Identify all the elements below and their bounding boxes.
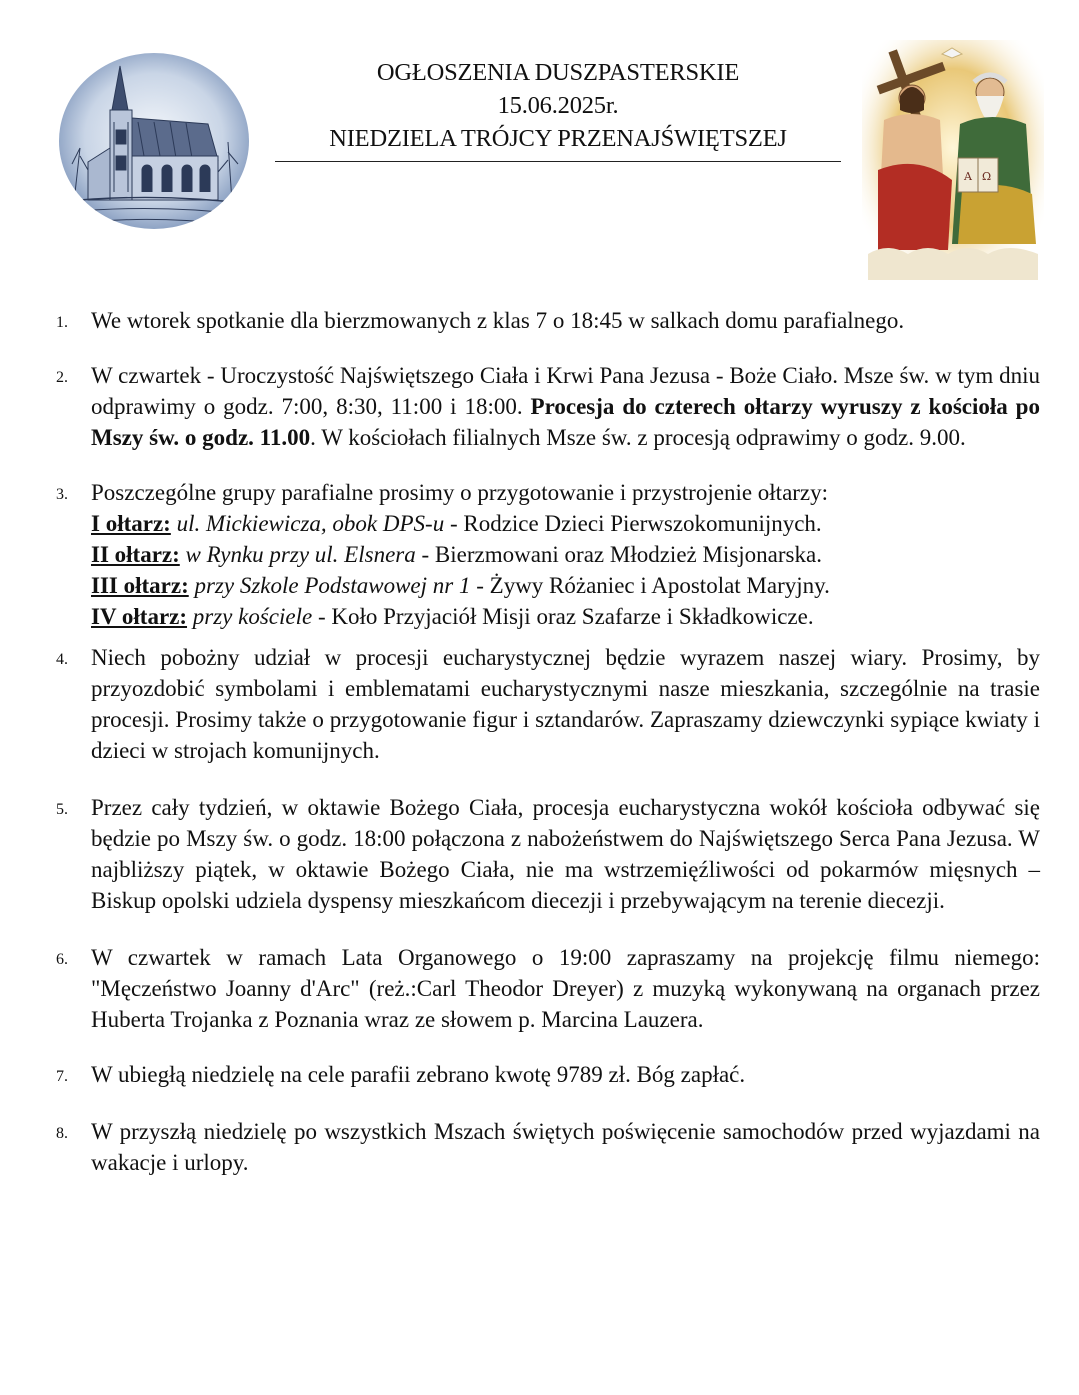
altar-label: III ołtarz: [91, 573, 189, 598]
item-number: 6. [56, 951, 68, 968]
altar-line [91, 508, 1040, 539]
item-text: W przyszłą niedzielę po wszystkich Mszach świętych poświęcenie samochodów przed wyjazdami na wakacje i urlopy. [91, 1119, 1040, 1175]
item-number: 4. [56, 651, 68, 668]
altar-label: II ołtarz: [91, 542, 180, 567]
item-number: 1. [56, 314, 68, 331]
altar-line [91, 601, 1040, 632]
altar-groups: - Bierzmowani oraz Młodzież Misjonarska. [415, 542, 822, 567]
item-number: 2. [56, 369, 68, 386]
altar-line [91, 539, 1040, 570]
holy-trinity-image [862, 40, 1044, 280]
announcement-item [50, 477, 1040, 632]
announcement-item [50, 1059, 1040, 1090]
altar-label: I ołtarz: [91, 511, 171, 536]
item-text: We wtorek spotkanie dla bierzmowanych z klas 7 o 18:45 w salkach domu parafialnego. [91, 308, 905, 333]
altar-location: w Rynku przy ul. Elsnera [185, 542, 416, 567]
header-title: OGŁOSZENIA DUSZPASTERSKIE [376, 59, 740, 86]
altar-groups: - Koło Przyjaciół Misji oraz Szafarze i Składkowicze. [312, 604, 814, 629]
item-text: W czwartek w ramach Lata Organowego o 19:00 zapraszamy na projekcję filmu niemego: "Męczeństwo Joanny d'Arc" (reż.:Carl Theodor Dreyer) z muzyką wykonywaną na organach przez Huberta Trojanka z Poznania wraz ze słowem p. Marcina Lauzera. [91, 945, 1040, 1032]
announcement-item [50, 792, 1040, 916]
header-subtitle: NIEDZIELA TRÓJCY PRZENAJŚWIĘTSZEJ [329, 125, 787, 152]
altar-location: przy Szkole Podstawowej nr 1 [194, 573, 471, 598]
svg-text:A: A [964, 170, 972, 183]
item-number: 8. [56, 1125, 68, 1142]
announcement-item [50, 305, 1040, 336]
svg-text:Ω: Ω [982, 170, 992, 183]
header-divider [275, 161, 841, 162]
altar-groups: - Żywy Różaniec i Apostolat Maryjny. [470, 573, 830, 598]
item-text: Przez cały tydzień, w oktawie Bożego Ciała, procesja eucharystyczna wokół kościoła odbywać się będzie po Mszy św. o godz. 18:00 połączona z nabożeństwem do Najświętszego Serca Pana Jezusa. W najbliższy piątek, w oktawie Bożego Ciała, nie ma wstrzemięźliwości od pokarmów mięsnych – Biskup opolski udziela dyspensy mieszkańcom diecezji i przebywającym na terenie diecezji. [91, 795, 1040, 913]
altar-line [91, 570, 1040, 601]
announcement-item [50, 1116, 1040, 1178]
item-text: W ubiegłą niedzielę na cele parafii zebrano kwotę 9789 zł. Bóg zapłać. [91, 1062, 746, 1087]
announcement-item [50, 642, 1040, 766]
altar-label: IV ołtarz: [91, 604, 188, 629]
altar-location: ul. Mickiewicza, obok DPS-u [176, 511, 445, 536]
item-number: 5. [56, 801, 68, 818]
church-drawing-image [58, 52, 250, 230]
announcements-list [50, 305, 1040, 1178]
item-intro: Poszczególne grupy parafialne prosimy o przygotowanie i przystrojenie ołtarzy: [91, 480, 829, 505]
procession-highlight: Procesja do czterech ołtarzy wyruszy z kościoła po Mszy św. o godz. 11.00 [91, 394, 1040, 450]
item-number: 7. [56, 1068, 68, 1085]
announcement-item [50, 360, 1040, 453]
header-date: 15.06.2025r. [497, 92, 619, 119]
item-text-continued: . W kościołach filialnych Msze św. z procesją odprawimy o godz. 9.00. [310, 425, 966, 450]
item-number: 3. [56, 486, 68, 503]
altar-groups: - Rodzice Dzieci Pierwszokomunijnych. [444, 511, 822, 536]
item-text: Niech pobożny udział w procesji eucharystycznej będzie wyrazem naszej wiary. Prosimy, by przyozdobić symbolami i emblematami eucharystycznymi nasze mieszkania, szczególnie na trasie procesji. Prosimy także o przygotowanie figur i sztandarów. Zapraszamy dziewczynki sypiące kwiaty i dzieci w strojach komunijnych. [91, 645, 1040, 763]
announcement-item [50, 942, 1040, 1035]
altar-location: przy kościele [192, 604, 313, 629]
item-text: W czwartek - Uroczystość Najświętszego Ciała i Krwi Pana Jezusa - Boże Ciało. Msze św. w tym dniu odprawimy o godz. 7:00, 8:30, 11:00 i 18:00. [91, 363, 1040, 419]
announcement-header [275, 56, 841, 162]
